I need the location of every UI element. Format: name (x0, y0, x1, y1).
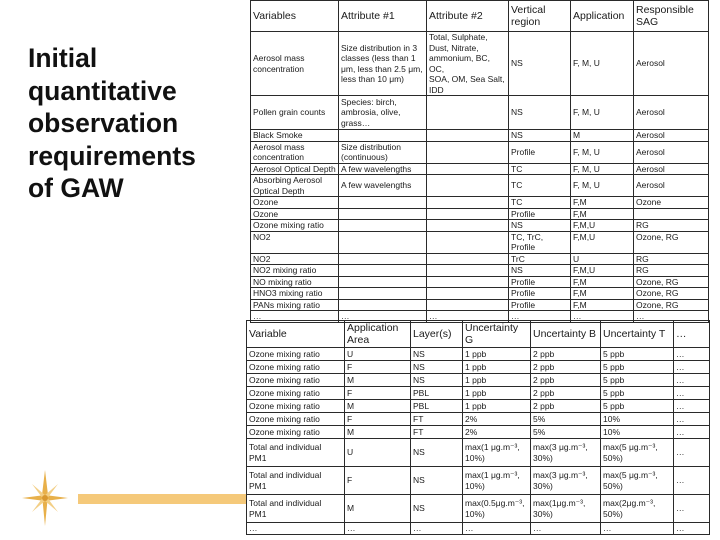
table-row (251, 208, 709, 220)
table-cell: F,M (571, 299, 634, 311)
table-cell: Ozone mixing ratio (247, 426, 345, 439)
table-cell: … (674, 413, 710, 426)
table-cell: TC (509, 175, 571, 197)
table-cell: FT (411, 426, 463, 439)
table-cell: Ozone (251, 197, 339, 209)
table-cell: … (251, 311, 339, 323)
table-cell: … (674, 374, 710, 387)
table-cell (339, 130, 427, 142)
table-cell: F,M,U (571, 220, 634, 232)
table-cell: Profile (509, 208, 571, 220)
table-row (251, 253, 709, 265)
table-cell: RG (634, 265, 709, 277)
table-cell: Ozone mixing ratio (247, 374, 345, 387)
table-cell: Total, Sulphate, Dust, Nitrate, ammonium, BC, OC, SOA, OM, Sea Salt, IDD (427, 32, 509, 96)
requirements-table (250, 0, 709, 323)
table-cell: 2% (463, 413, 531, 426)
table-cell: TC (509, 197, 571, 209)
table-cell: Size distribution in 3 classes (less than 1 μm, less than 2.5 μm, less than 10 μm) (339, 32, 427, 96)
table-cell: Aerosol (634, 175, 709, 197)
table-cell: NO mixing ratio (251, 276, 339, 288)
table-cell: … (247, 523, 345, 535)
table-cell: F (345, 467, 411, 495)
table-cell: 2 ppb (531, 387, 601, 400)
table-cell (634, 208, 709, 220)
table-cell: Profile (509, 276, 571, 288)
table-cell: F, M, U (571, 32, 634, 96)
header-cell: Variable (247, 321, 345, 348)
table-cell: … (674, 348, 710, 361)
table-cell: max(3 μg.m⁻³, 30%) (531, 467, 601, 495)
table-cell (427, 253, 509, 265)
table-cell: M (345, 400, 411, 413)
accent-bar (78, 494, 246, 504)
table-cell (427, 231, 509, 253)
table-cell: … (674, 400, 710, 413)
table-cell (339, 253, 427, 265)
table-header-row (247, 321, 710, 348)
table-cell: F,M (571, 208, 634, 220)
header-cell: Variables (251, 1, 339, 32)
table-cell: F (345, 413, 411, 426)
table-row (247, 400, 710, 413)
table-cell: 1 ppb (463, 374, 531, 387)
table-cell: … (571, 311, 634, 323)
table-row (251, 32, 709, 96)
table-cell: max(0.5μg.m⁻³, 10%) (463, 495, 531, 523)
header-cell: Layer(s) (411, 321, 463, 348)
table-cell (427, 96, 509, 130)
table-cell: 5 ppb (601, 374, 674, 387)
table-cell: Aerosol (634, 32, 709, 96)
table-cell: F (345, 361, 411, 374)
table-cell: Ozone, RG (634, 276, 709, 288)
table-cell: … (531, 523, 601, 535)
header-cell: Uncertainty B (531, 321, 601, 348)
header-cell: Attribute #2 (427, 1, 509, 32)
table-cell: HNO3 mixing ratio (251, 288, 339, 300)
table-cell: NS (411, 439, 463, 467)
table-header-row (251, 1, 709, 32)
table-row (247, 374, 710, 387)
table-cell: Total and individual PM1 (247, 495, 345, 523)
table-cell: FT (411, 413, 463, 426)
table-cell: 10% (601, 413, 674, 426)
table-cell: RG (634, 220, 709, 232)
table-cell: F,M (571, 197, 634, 209)
header-cell: Application Area (345, 321, 411, 348)
table-cell: TC, TrC, Profile (509, 231, 571, 253)
table-cell: U (345, 348, 411, 361)
table-cell: 5 ppb (601, 400, 674, 413)
table-cell: Ozone (251, 208, 339, 220)
table-cell: Profile (509, 288, 571, 300)
table-cell: NS (509, 130, 571, 142)
table-cell: Size distribution (continuous) (339, 141, 427, 163)
table-cell: Ozone, RG (634, 231, 709, 253)
table-cell: A few wavelengths (339, 175, 427, 197)
table-cell (427, 197, 509, 209)
table-cell: NS (411, 348, 463, 361)
table-cell: NS (509, 265, 571, 277)
table-cell: … (674, 361, 710, 374)
table-cell: F, M, U (571, 96, 634, 130)
table-cell: M (345, 495, 411, 523)
table-cell: Aerosol (634, 163, 709, 175)
table-cell: Pollen grain counts (251, 96, 339, 130)
table-cell: Absorbing Aerosol Optical Depth (251, 175, 339, 197)
table-row (247, 361, 710, 374)
table-cell: 5% (531, 426, 601, 439)
table-cell: max(2μg.m⁻³, 50%) (601, 495, 674, 523)
header-cell: Vertical region (509, 1, 571, 32)
table-row (251, 276, 709, 288)
table-row (251, 288, 709, 300)
table-cell: … (463, 523, 531, 535)
table-cell: 5% (531, 413, 601, 426)
table-cell: … (674, 439, 710, 467)
table-cell: … (634, 311, 709, 323)
table-cell: NS (411, 374, 463, 387)
table-row (247, 467, 710, 495)
table-cell: max(3 μg.m⁻³, 30%) (531, 439, 601, 467)
table-cell: M (345, 374, 411, 387)
table-cell: … (674, 426, 710, 439)
table-cell: … (601, 523, 674, 535)
table-cell: F,M (571, 276, 634, 288)
table-cell: Black Smoke (251, 130, 339, 142)
table-cell: 2 ppb (531, 374, 601, 387)
table-cell: … (674, 467, 710, 495)
table-cell: Ozone, RG (634, 288, 709, 300)
header-cell: … (674, 321, 710, 348)
table-cell: … (345, 523, 411, 535)
header-cell: Responsible SAG (634, 1, 709, 32)
table-cell: Aerosol (634, 141, 709, 163)
table-cell: 10% (601, 426, 674, 439)
table-row (251, 163, 709, 175)
table-cell: … (674, 387, 710, 400)
table-cell: NO2 (251, 253, 339, 265)
table-cell (339, 220, 427, 232)
table-row (247, 413, 710, 426)
table-row (251, 96, 709, 130)
table-cell (427, 175, 509, 197)
table-cell (427, 299, 509, 311)
table-cell: max(5 μg.m⁻³, 50%) (601, 439, 674, 467)
table-cell: 1 ppb (463, 400, 531, 413)
header-cell: Uncertainty G (463, 321, 531, 348)
table-cell: 2% (463, 426, 531, 439)
table-cell: … (674, 523, 710, 535)
table-cell: 5 ppb (601, 387, 674, 400)
table-row (251, 220, 709, 232)
table-row (247, 348, 710, 361)
table-row (251, 299, 709, 311)
table-cell: 5 ppb (601, 361, 674, 374)
table-cell: PBL (411, 400, 463, 413)
table-cell: NO2 mixing ratio (251, 265, 339, 277)
table-cell (427, 288, 509, 300)
table-cell: Aerosol (634, 130, 709, 142)
table-cell: M (571, 130, 634, 142)
table-cell: 5 ppb (601, 348, 674, 361)
table-cell: … (674, 495, 710, 523)
table-cell: 2 ppb (531, 348, 601, 361)
slide-title: Initial quantitative observation requirements of GAW (28, 43, 196, 203)
table-row (251, 175, 709, 197)
header-cell: Application (571, 1, 634, 32)
table-cell: Ozone mixing ratio (247, 387, 345, 400)
table-cell (339, 288, 427, 300)
table-cell: TrC (509, 253, 571, 265)
table-cell: 1 ppb (463, 387, 531, 400)
table-row (247, 426, 710, 439)
header-cell: Uncertainty T (601, 321, 674, 348)
table-cell: F, M, U (571, 163, 634, 175)
table-cell: Ozone (634, 197, 709, 209)
table-cell: F (345, 387, 411, 400)
table-cell: 1 ppb (463, 348, 531, 361)
table-cell: 2 ppb (531, 361, 601, 374)
table-cell: F,M,U (571, 231, 634, 253)
table-row (247, 495, 710, 523)
table-cell (339, 208, 427, 220)
table-cell: … (509, 311, 571, 323)
table-cell: Aerosol mass concentration (251, 32, 339, 96)
table-cell (339, 197, 427, 209)
table-cell: Aerosol mass concentration (251, 141, 339, 163)
table-row (251, 231, 709, 253)
table-cell: NS (509, 96, 571, 130)
table-cell: … (411, 523, 463, 535)
table-cell: Total and individual PM1 (247, 439, 345, 467)
table-row (251, 141, 709, 163)
table-row (247, 387, 710, 400)
table-cell (427, 208, 509, 220)
uncertainty-table (246, 320, 710, 535)
table-row (247, 439, 710, 467)
table-cell: NS (509, 32, 571, 96)
table-cell: RG (634, 253, 709, 265)
table-cell: Total and individual PM1 (247, 467, 345, 495)
table-row (247, 523, 710, 535)
table-cell: max(1 μg.m⁻³, 10%) (463, 467, 531, 495)
table-cell: Profile (509, 299, 571, 311)
table-cell: max(5 μg.m⁻³, 50%) (601, 467, 674, 495)
table-cell: 2 ppb (531, 400, 601, 413)
table-cell: … (339, 311, 427, 323)
table-cell: 1 ppb (463, 361, 531, 374)
compass-star-icon (20, 468, 70, 528)
table-cell: Ozone mixing ratio (247, 361, 345, 374)
table-cell: Aerosol Optical Depth (251, 163, 339, 175)
table-cell: F,M (571, 288, 634, 300)
table-cell (339, 265, 427, 277)
table-cell: NS (411, 361, 463, 374)
table-cell: F,M,U (571, 265, 634, 277)
table-cell: Ozone mixing ratio (247, 400, 345, 413)
table-row (251, 265, 709, 277)
table-cell: F, M, U (571, 175, 634, 197)
table-cell: PBL (411, 387, 463, 400)
table-cell: Ozone mixing ratio (247, 413, 345, 426)
table-cell: TC (509, 163, 571, 175)
table-cell: M (345, 426, 411, 439)
table-cell: F, M, U (571, 141, 634, 163)
table-cell (339, 299, 427, 311)
table-cell: NS (509, 220, 571, 232)
table-cell: max(1 μg.m⁻³, 10%) (463, 439, 531, 467)
table-cell (427, 220, 509, 232)
table-row (251, 197, 709, 209)
table-cell (427, 265, 509, 277)
table-cell: PANs mixing ratio (251, 299, 339, 311)
table-cell: NS (411, 467, 463, 495)
table-cell (427, 276, 509, 288)
table-cell: U (345, 439, 411, 467)
table-cell: U (571, 253, 634, 265)
table-cell: Species: birch, ambrosia, olive, grass… (339, 96, 427, 130)
table-cell: NS (411, 495, 463, 523)
table-cell: max(1μg.m⁻³, 30%) (531, 495, 601, 523)
table-cell: Ozone, RG (634, 299, 709, 311)
table-cell (427, 163, 509, 175)
table-cell: NO2 (251, 231, 339, 253)
table-cell (427, 141, 509, 163)
table-cell: Ozone mixing ratio (247, 348, 345, 361)
table-cell: Aerosol (634, 96, 709, 130)
table-row (251, 130, 709, 142)
table-cell: Profile (509, 141, 571, 163)
table-cell: Ozone mixing ratio (251, 220, 339, 232)
table-cell (427, 130, 509, 142)
header-cell: Attribute #1 (339, 1, 427, 32)
table-cell: A few wavelengths (339, 163, 427, 175)
table-cell (339, 231, 427, 253)
table-cell: … (427, 311, 509, 323)
table-cell (339, 276, 427, 288)
